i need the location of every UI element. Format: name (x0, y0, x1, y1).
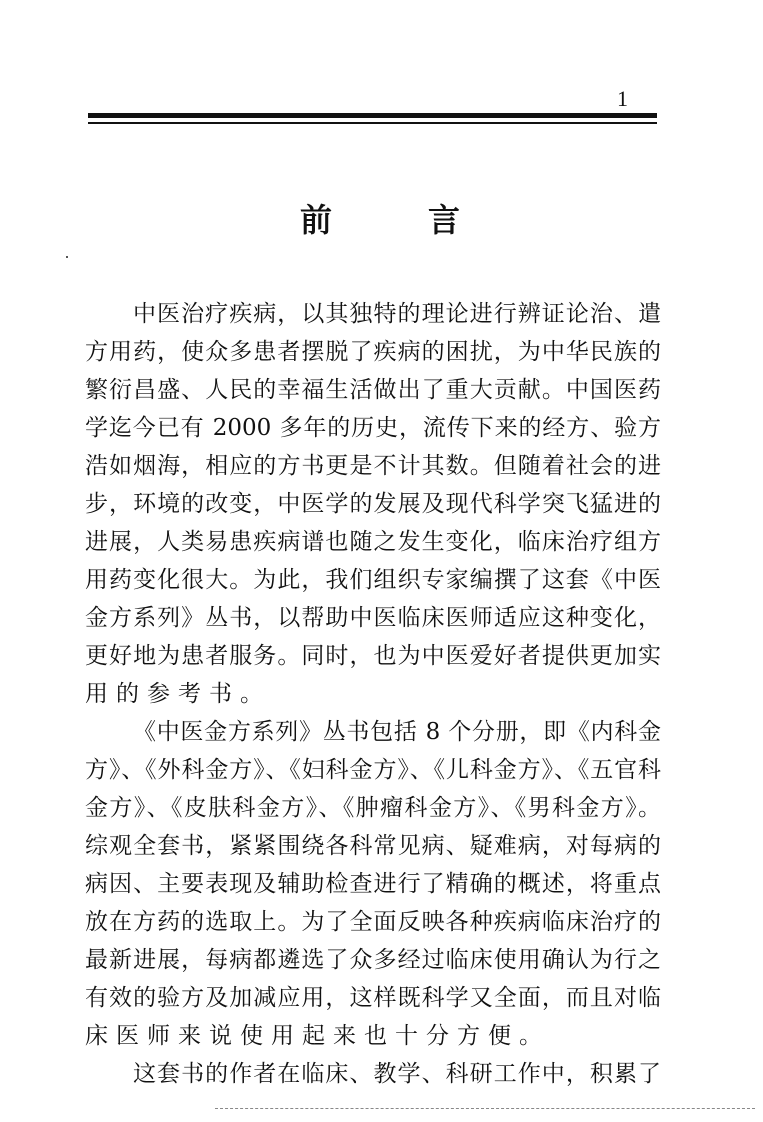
paragraph-line: 床医师来说使用起来也十分方便。 (85, 1023, 550, 1049)
paragraph-line: 更好地为患者服务。同时，也为中医爱好者提供更加实 (85, 643, 661, 669)
paragraph-line: 中医治疗疾病，以其独特的理论进行辨证论治、遣 (133, 301, 661, 327)
paragraph-line: 金方》、《皮肤科金方》、《肿瘤科金方》、《男科金方》。 (85, 795, 661, 821)
paragraph-line: 《中医金方系列》丛书包括 8 个分册，即《内科金 (133, 719, 661, 745)
paragraph-line: 浩如烟海，相应的方书更是不计其数。但随着社会的进 (85, 453, 661, 479)
paragraph-line: 学迄今已有 2000 多年的历史，流传下来的经方、验方 (85, 415, 661, 441)
paragraph-line: 进展，人类易患疾病谱也随之发生变化，临床治疗组方 (85, 529, 661, 555)
paragraph-line: 病因、主要表现及辅助检查进行了精确的概述，将重点 (85, 871, 661, 897)
paragraph-line: 最新进展，每病都遴选了众多经过临床使用确认为行之 (85, 947, 661, 973)
page-title (300, 195, 460, 241)
paragraph-line: 用药变化很大。为此，我们组织专家编撰了这套《中医 (85, 567, 661, 593)
page-number: 1 (617, 86, 628, 111)
title-char: 言 (427, 201, 460, 239)
paragraph-line: 繁衍昌盛、人民的幸福生活做出了重大贡献。中国医药 (85, 377, 661, 403)
paragraph-line: 步，环境的改变，中医学的发展及现代科学突飞猛进的 (85, 491, 661, 517)
header-rule-thin (88, 122, 657, 124)
paragraph-line: 方用药，使众多患者摆脱了疾病的困扰，为中华民族的 (85, 339, 661, 365)
preface-body (85, 295, 661, 1093)
paragraph-line: 用的参考书。 (85, 681, 271, 707)
title-char: 前 (300, 201, 333, 239)
header-rule-thick (88, 113, 657, 118)
paragraph-line: 综观全套书，紧紧围绕各科常见病、疑难病，对每病的 (85, 833, 661, 859)
paragraph-line: 放在方药的选取上。为了全面反映各种疾病临床治疗的 (85, 909, 661, 935)
paragraph-line: 这套书的作者在临床、教学、科研工作中，积累了 (133, 1061, 661, 1087)
scan-edge-noise (215, 1108, 755, 1110)
paragraph-line: 方》、《外科金方》、《妇科金方》、《儿科金方》、《五官科 (85, 757, 661, 783)
scan-speck (66, 256, 68, 258)
paragraph-line: 有效的验方及加减应用，这样既科学又全面，而且对临 (85, 985, 661, 1011)
paragraph-line: 金方系列》丛书，以帮助中医临床医师适应这种变化， (85, 605, 661, 631)
